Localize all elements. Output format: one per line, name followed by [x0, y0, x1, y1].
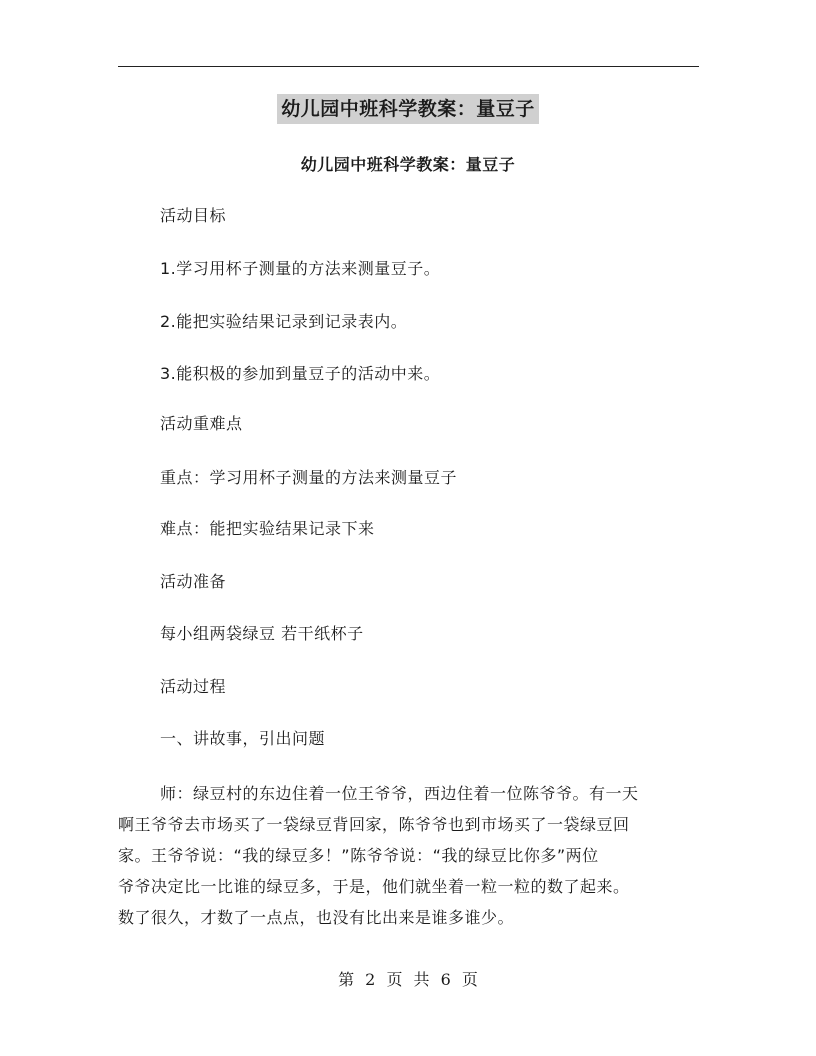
preparation-text: 每小组两袋绿豆 若干纸杯子 [160, 624, 364, 643]
story-line: 家。王爷爷说：“我的绿豆多！”陈爷爷说：“我的绿豆比你多”两位 [118, 846, 599, 865]
section-heading-preparation: 活动准备 [160, 572, 227, 591]
page-footer: 第 2 页 共 6 页 [338, 970, 478, 989]
header-title: 幼儿园中班科学教案：量豆子 [277, 94, 539, 124]
header-rule [118, 66, 699, 67]
story-paragraph [118, 778, 718, 933]
story-line: 数了很久，才数了一点点，也没有比出来是谁多谁少。 [118, 908, 515, 927]
goal-item-2: 2.能把实验结果记录到记录表内。 [160, 312, 408, 331]
story-line: 师：绿豆村的东边住着一位王爷爷，西边住着一位陈爷爷。有一天 [160, 784, 639, 803]
key-point: 重点：学习用杯子测量的方法来测量豆子 [160, 468, 458, 487]
section-heading-process: 活动过程 [160, 677, 227, 696]
difficult-point: 难点：能把实验结果记录下来 [160, 519, 375, 538]
goal-item-3: 3.能积极的参加到量豆子的活动中来。 [160, 364, 441, 383]
section-heading-key-points: 活动重难点 [160, 414, 243, 433]
section-heading-goals: 活动目标 [160, 206, 227, 225]
goal-item-1: 1.学习用杯子测量的方法来测量豆子。 [160, 259, 441, 278]
header [0, 94, 816, 124]
story-line: 爷爷决定比一比谁的绿豆多，于是，他们就坐着一粒一粒的数了起来。 [118, 877, 630, 896]
story-line: 啊王爷爷去市场买了一袋绿豆背回家，陈爷爷也到市场买了一袋绿豆回 [118, 815, 630, 834]
process-step-1: 一、讲故事，引出问题 [160, 729, 326, 748]
document-title: 幼儿园中班科学教案：量豆子 [300, 155, 516, 174]
